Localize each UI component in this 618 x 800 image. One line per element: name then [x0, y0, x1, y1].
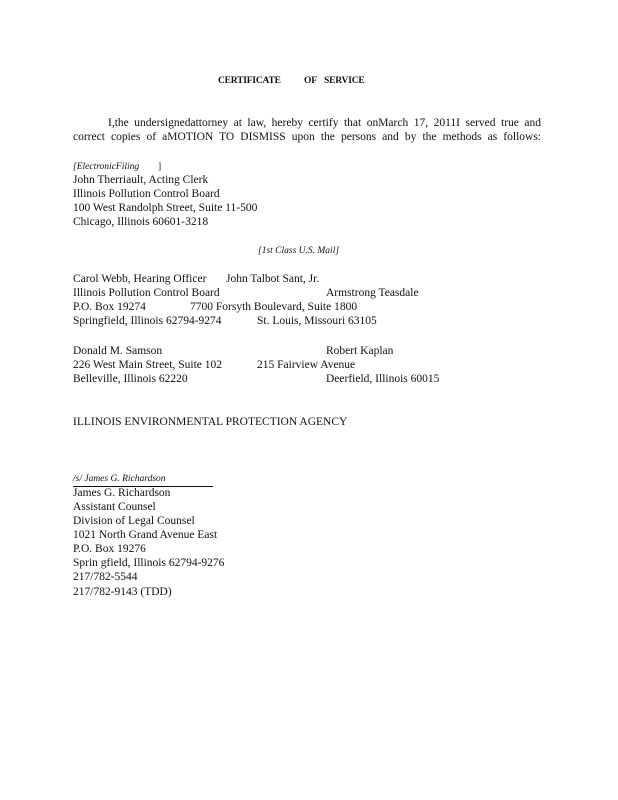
signer-box: P.O. Box 19276: [73, 543, 146, 555]
signer-phone: 217/782-5544: [73, 571, 138, 583]
fairview-street: 215 Fairview Avenue: [257, 359, 356, 371]
signer-street: 1021 North Grand Avenue East: [73, 529, 218, 541]
electronic-filing-bracket: ]: [158, 162, 162, 172]
signer-city: Sprin gfield, Illinois 62794-9276: [73, 557, 225, 569]
sant-city: St. Louis, Missouri 63105: [257, 315, 377, 327]
kaplan-city: Deerfield, Illinois 60015: [326, 373, 440, 385]
webb-city: Springfield, Illinois 62794-9274: [73, 315, 222, 327]
webb-box: P.O. Box 19274: [73, 301, 146, 313]
signer-tdd: 217/782-9143 (TDD): [73, 586, 172, 598]
title-service: SERVICE: [324, 76, 365, 86]
signer-title: Assistant Counsel: [73, 501, 156, 513]
clerk-org: Illinois Pollution Control Board: [73, 188, 220, 200]
electronic-filing-label: [ElectronicFiling: [73, 162, 140, 172]
agency-name: ILLINOIS ENVIRONMENTAL PROTECTION AGENCY: [73, 416, 348, 428]
signature-line-text: /s/ James G. Richardson: [73, 474, 166, 484]
sant-name: John Talbot Sant, Jr.: [226, 273, 320, 285]
webb-org: Illinois Pollution Control Board: [73, 287, 220, 299]
teasdale-name: Armstrong Teasdale: [326, 287, 419, 299]
samson-name: Donald M. Samson: [73, 345, 163, 357]
clerk-street: 100 West Randolph Street, Suite 11-500: [73, 202, 258, 214]
intro-line-2: correct copies of aMOTION TO DISMISS upon the persons and by the methods as follows:: [73, 131, 541, 143]
clerk-city: Chicago, Illinois 60601-3218: [73, 216, 209, 228]
samson-street: 226 West Main Street, Suite 102: [73, 359, 222, 371]
intro-line-1: I,the undersignedattorney at law, hereby certify that onMarch 17, 2011I served true and: [108, 117, 541, 129]
webb-name: Carol Webb, Hearing Officer: [73, 273, 207, 285]
mail-method-heading: [1st Class U.S. Mail]: [258, 246, 340, 256]
kaplan-name: Robert Kaplan: [326, 345, 394, 357]
sant-street: 7700 Forsyth Boulevard, Suite 1800: [190, 301, 358, 313]
clerk-name: John Therriault, Acting Clerk: [73, 174, 209, 186]
samson-city: Belleville, Illinois 62220: [73, 373, 188, 385]
signer-name: James G. Richardson: [73, 487, 171, 499]
signer-division: Division of Legal Counsel: [73, 515, 195, 527]
title-of: OF: [304, 76, 317, 86]
title-certificate: CERTIFICATE: [218, 76, 281, 86]
